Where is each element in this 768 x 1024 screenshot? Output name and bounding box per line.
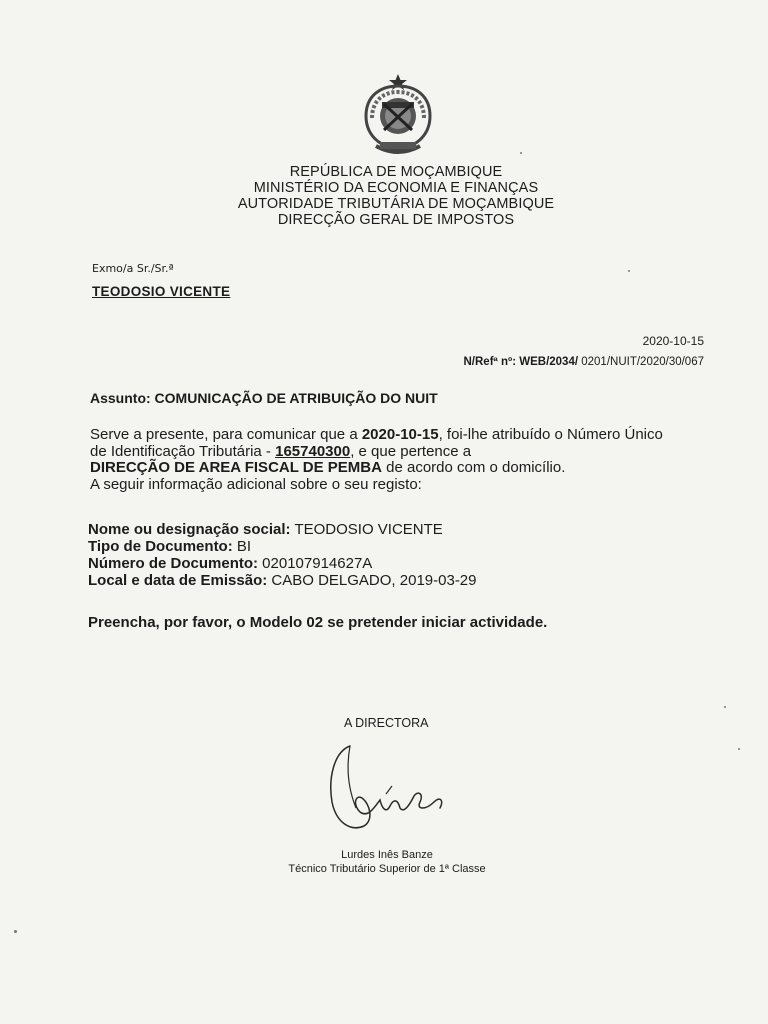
- reference-code-bold: WEB/2034/: [519, 356, 579, 368]
- info-doc-type: [88, 538, 477, 555]
- letter-date: 2020-10-15: [642, 334, 704, 348]
- body-text: , foi-lhe atribuído o Número Único: [438, 426, 663, 443]
- letter-body: [90, 427, 710, 493]
- info-label: Número de Documento:: [88, 555, 259, 572]
- info-label: Tipo de Documento:: [88, 538, 233, 555]
- header-line-directorate: DIRECÇÃO GERAL DE IMPOSTOS: [277, 212, 515, 228]
- model-02-notice: Preencha, por favor, o Modelo 02 se pretender iniciar actividade.: [88, 614, 548, 631]
- assignment-date: 2020-10-15: [361, 426, 439, 443]
- subject-line: Assunto: COMUNICAÇÃO DE ATRIBUIÇÃO DO NUIT: [90, 390, 438, 406]
- info-value: BI: [232, 538, 252, 555]
- info-value: TEODOSIO VICENTE: [290, 521, 443, 538]
- body-text: , e que pertence a: [350, 442, 472, 460]
- info-issue: [88, 572, 477, 589]
- header-line-authority: AUTORIDADE TRIBUTÁRIA DE MOÇAMBIQUE: [237, 196, 555, 212]
- issuer-header: [196, 164, 596, 228]
- director-title: A DIRECTORA: [344, 716, 429, 730]
- signer-block: [272, 848, 502, 876]
- info-value: 020107914627A: [258, 555, 373, 572]
- reference-number: [464, 356, 705, 368]
- national-emblem-icon: [356, 72, 440, 160]
- reference-code-rest: 0201/NUIT/2020/30/067: [578, 356, 704, 368]
- body-text: de Identificação Tributária -: [90, 442, 276, 460]
- body-line-1: [90, 427, 710, 444]
- scan-speck: [520, 152, 522, 154]
- info-label: Local e data de Emissão:: [88, 572, 268, 589]
- handwritten-signature: [316, 738, 456, 838]
- info-doc-number: [88, 555, 477, 572]
- header-line-ministry: MINISTÉRIO DA ECONOMIA E FINANÇAS: [253, 180, 539, 196]
- signer-name: Lurdes Inês Banze: [341, 849, 433, 861]
- salutation: Exmo/a Sr./Sr.ª: [92, 262, 174, 275]
- body-line-4: A seguir informação adicional sobre o seu registo:: [90, 475, 422, 493]
- scan-speck: [628, 270, 630, 272]
- body-text: Serve a presente, para comunicar que a: [90, 426, 362, 443]
- tax-office: DIRECÇÃO DE AREA FISCAL DE PEMBA: [90, 459, 382, 476]
- recipient-name: TEODOSIO VICENTE: [92, 284, 231, 299]
- info-name: [88, 521, 477, 538]
- body-line-2: [90, 444, 710, 461]
- registration-info: [88, 521, 477, 589]
- body-line-3: [90, 460, 710, 477]
- scan-speck: [738, 748, 740, 750]
- info-value: CABO DELGADO, 2019-03-29: [267, 572, 477, 589]
- info-label: Nome ou designação social:: [88, 521, 291, 538]
- body-text: de acordo com o domicílio.: [381, 459, 566, 476]
- nuit-number: 165740300: [275, 442, 351, 460]
- scan-speck: [14, 930, 17, 933]
- reference-label: N/Refª nº:: [463, 356, 520, 368]
- header-line-republic: REPÚBLICA DE MOÇAMBIQUE: [289, 164, 503, 180]
- signer-role: Técnico Tributário Superior de 1ª Classe: [288, 863, 486, 875]
- scan-speck: [724, 706, 726, 708]
